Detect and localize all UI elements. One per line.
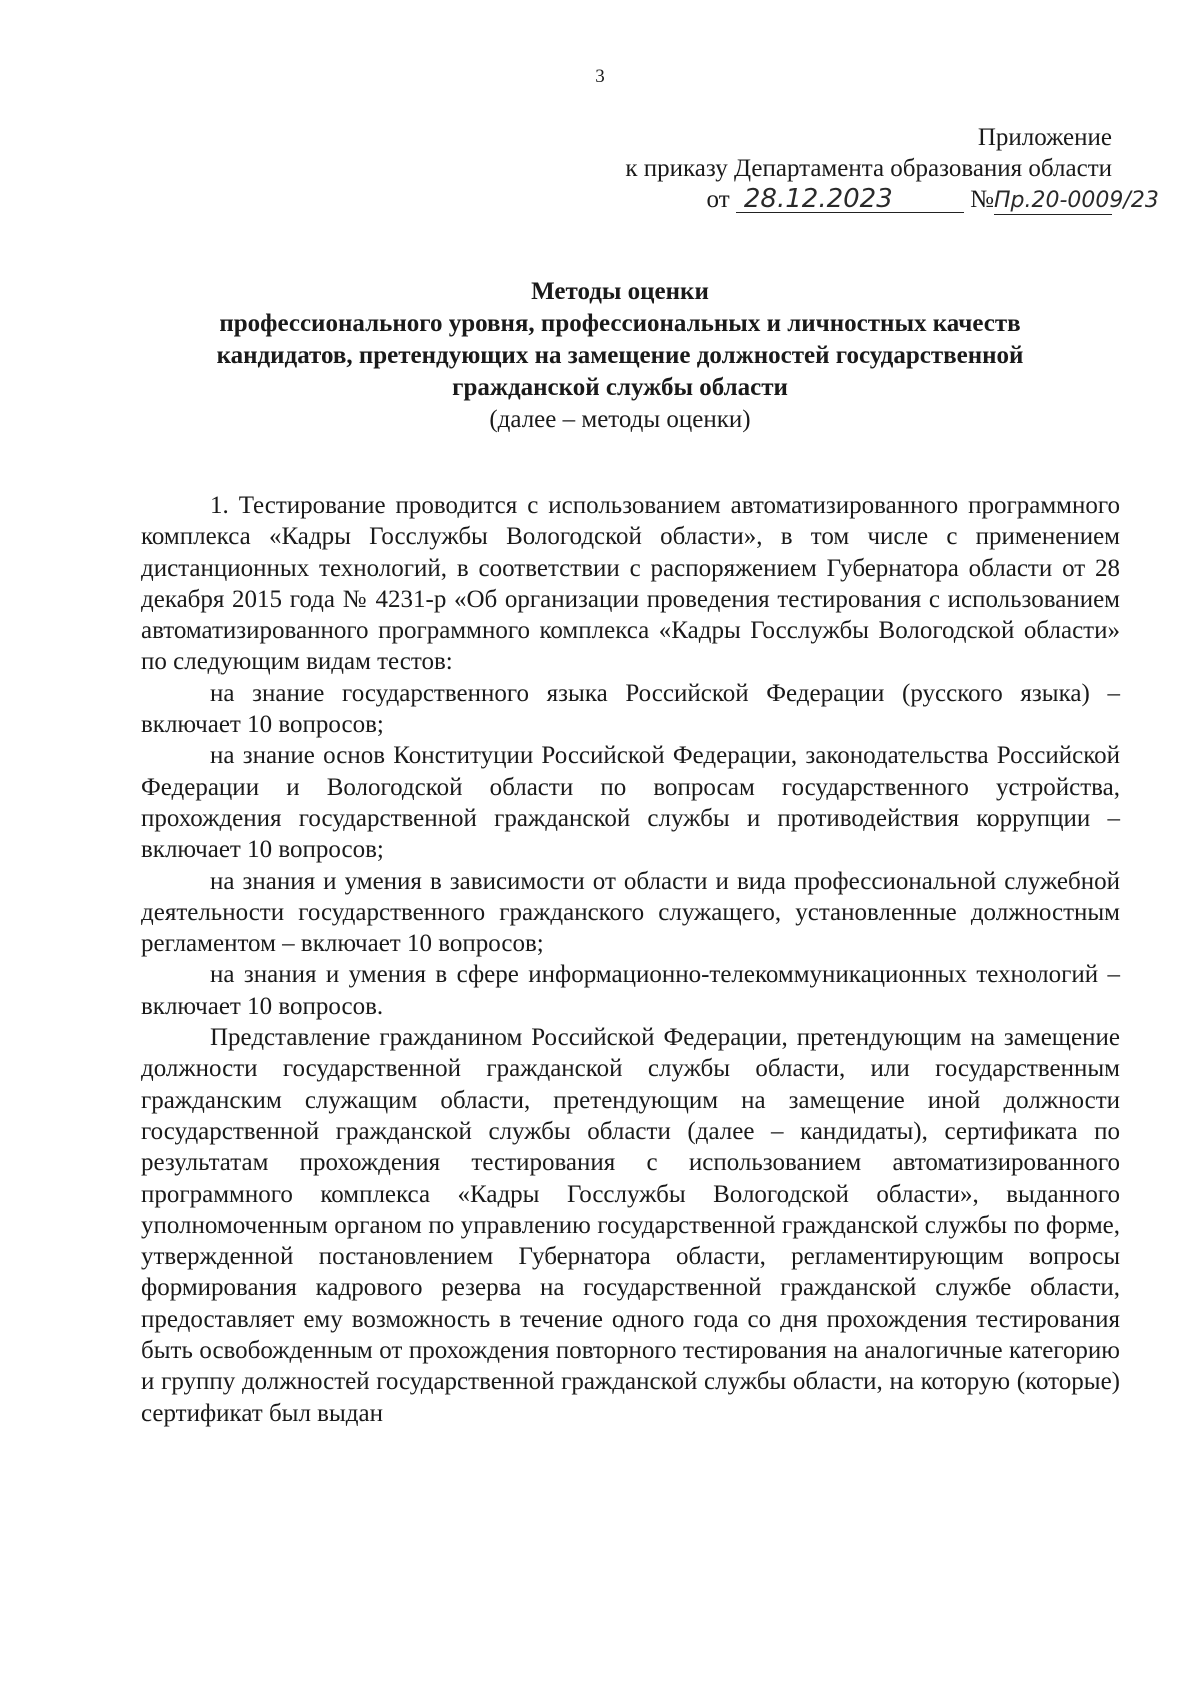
order-number-handwritten: Пр.20-0009/23 [994, 188, 1159, 213]
title-line-3: кандидатов, претендующих на замещение должностей государственной [216, 342, 1024, 369]
paragraph: 1. Тестирование проводится с использованием автоматизированного программного комплекса «Кадры Госслужбы Вологодской области», в том числе с применением дистанционных технологий, в соответствии с распоряжением Губернатора области от 28 декабря 2015 года № 4231-р «Об организации проведения тестирования с использованием автоматизированного программного комплекса «Кадры Госслужбы Вологодской области» по следующим видам тестов: [141, 492, 1120, 676]
paragraph: на знание государственного языка Российской Федерации (русского языка) – включает 10 вопросов; [141, 679, 1120, 739]
appendix-header [412, 122, 1159, 215]
paragraph: Представление гражданином Российской Федерации, претендующим на замещение должности государственной гражданской службы области, или государственным гражданским служащим области, претендующим на замещение иной должности государственной гражданской службы области (далее – кандидаты), сертификата по результатам прохождения тестирования с использованием автоматизированного программного комплекса «Кадры Госслужбы Вологодской области», выданного уполномоченным органом по управлению государственной гражданской службы по форме, утвержденной постановлением Губернатора области, регламентирующим вопросы формирования кадрового резерва на государственной гражданской службе области, предоставляет ему возможность в течение одного года со дня прохождения тестирования быть освобожденным от прохождения повторного тестирования на аналогичные категорию и группу должностей государственной гражданской службы области, на которую (которые) сертификат был выдан [141, 1024, 1120, 1427]
appendix-order-reference: к приказу Департамента образования области [625, 155, 1112, 182]
document-title [130, 276, 1110, 436]
paragraph: на знание основ Конституции Российской Федерации, законодательства Российской Федерации и Вологодской области по вопросам государственного устройства, прохождения государственной гражданской службы и противодействия коррупции – включает 10 вопросов; [141, 742, 1120, 864]
paragraph: на знания и умения в сфере информационно-телекоммуникационных технологий – включает 10 вопросов. [141, 961, 1120, 1020]
from-label: от [706, 186, 730, 213]
title-line-4: гражданской службы области [452, 374, 788, 401]
paragraph: на знания и умения в зависимости от области и вида профессиональной служебной деятельности государственного гражданского служащего, установленные должностным регламентом – включает 10 вопросов; [141, 867, 1120, 958]
title-line-1: Методы оценки [531, 278, 709, 305]
number-label: № [970, 186, 994, 213]
order-date-number-line [412, 184, 1159, 215]
appendix-title: Приложение [977, 124, 1112, 151]
title-line-2: профессионального уровня, профессиональных и личностных качеств [219, 310, 1021, 337]
title-subtitle: (далее – методы оценки) [489, 406, 751, 433]
page-number: 3 [595, 66, 605, 87]
order-date-handwritten: 28.12.2023 [736, 186, 964, 213]
document-body [141, 490, 1120, 1429]
